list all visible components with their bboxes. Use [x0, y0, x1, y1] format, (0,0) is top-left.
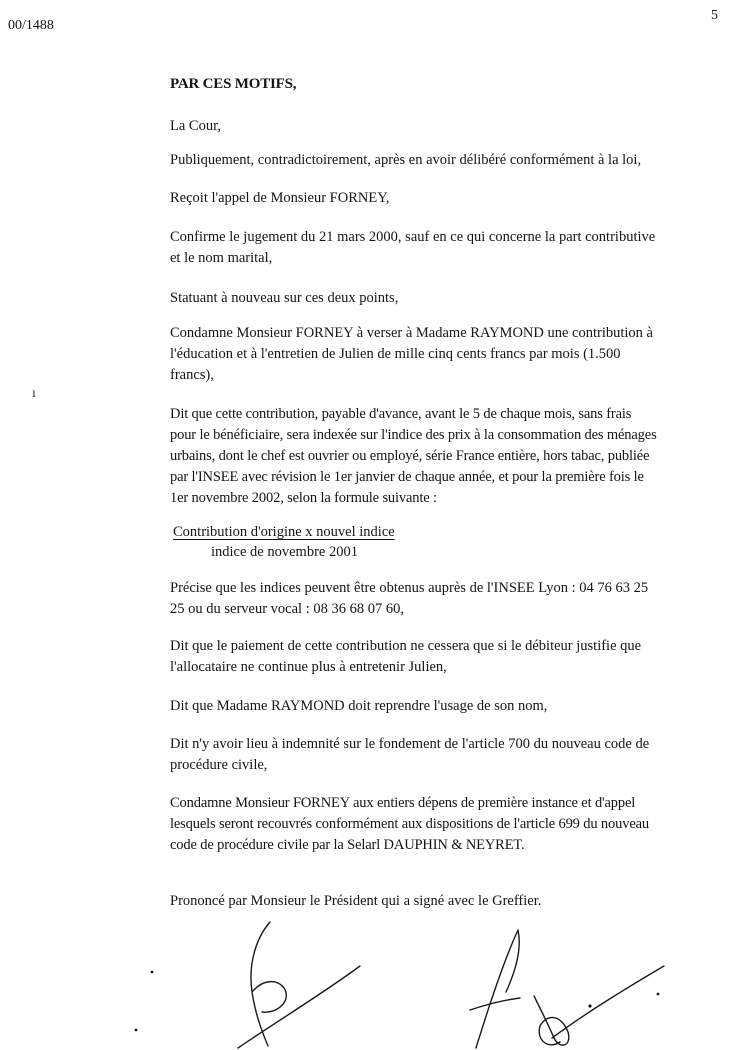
- text-line: Dit n'y avoir lieu à indemnité sur le fondement de l'article 700 du nouveau code de: [170, 736, 650, 752]
- paragraph-publiquement: Publiquement, contradictoirement, après en avoir délibéré conformément à la loi,: [170, 152, 642, 168]
- text-line: francs),: [170, 367, 214, 383]
- text-line: Dit que cette contribution, payable d'avance, avant le 5 de chaque mois, sans frais: [170, 406, 632, 422]
- text-line: et le nom marital,: [170, 250, 273, 266]
- text-line: l'allocataire ne continue plus à entretenir Julien,: [170, 659, 447, 675]
- text-line: code de procédure civile par la Selarl DAUPHIN & NEYRET.: [170, 837, 525, 853]
- paragraph-prononce: Prononcé par Monsieur le Président qui a signé avec le Greffier.: [170, 893, 542, 909]
- text-line: Confirme le jugement du 21 mars 2000, sauf en ce qui concerne la part contributive: [170, 229, 656, 245]
- indexation-formula: [173, 522, 395, 562]
- formula-numerator: Contribution d'origine x nouvel indice: [173, 524, 395, 540]
- paragraph-article-700: [170, 734, 740, 776]
- court-salutation: La Cour,: [170, 118, 221, 134]
- text-line: l'éducation et à l'entretien de Julien de mille cinq cents francs par mois (1.500: [170, 346, 621, 362]
- paragraph-depens: [170, 793, 740, 856]
- text-line: par l'INSEE avec révision le 1er janvier de chaque année, et pour la première fois le: [170, 469, 644, 485]
- paragraph-condamne-contribution: [170, 323, 740, 386]
- text-line: urbains, dont le chef est ouvrier ou employé, série France entière, hors tabac, publiée: [170, 448, 650, 464]
- president-signature: [238, 922, 360, 1048]
- signatures-area: [0, 900, 744, 1050]
- text-line: lesquels seront recouvrés conformément aux dispositions de l'article 699 du nouveau: [170, 816, 650, 832]
- text-line: Dit que le paiement de cette contribution ne cessera que si le débiteur justifie que: [170, 638, 642, 654]
- section-heading: PAR CES MOTIFS,: [170, 76, 297, 92]
- text-line: procédure civile,: [170, 757, 268, 773]
- paragraph-appeal: Reçoit l'appel de Monsieur FORNEY,: [170, 190, 390, 206]
- paragraph-paiement: [170, 636, 740, 678]
- text-line: Condamne Monsieur FORNEY aux entiers dépens de première instance et d'appel: [170, 795, 636, 811]
- ink-dot: [135, 1029, 138, 1032]
- document-reference: 00/1488: [8, 18, 54, 33]
- margin-mark: ı: [32, 386, 36, 401]
- ink-dot: [588, 1004, 591, 1007]
- paragraph-nom: Dit que Madame RAYMOND doit reprendre l'usage de son nom,: [170, 698, 548, 714]
- text-line: 1er novembre 2002, selon la formule suivante :: [170, 490, 437, 506]
- greffier-signature: [470, 930, 664, 1048]
- paragraph-indexation: [170, 404, 740, 509]
- paragraph-statuant: Statuant à nouveau sur ces deux points,: [170, 290, 399, 306]
- ink-dot: [657, 993, 660, 996]
- text-line: Condamne Monsieur FORNEY à verser à Madame RAYMOND une contribution à: [170, 325, 653, 341]
- page-number: 5: [711, 8, 718, 23]
- text-line: Précise que les indices peuvent être obtenus auprès de l'INSEE Lyon : 04 76 63 25: [170, 580, 649, 596]
- text-line: 25 ou du serveur vocal : 08 36 68 07 60,: [170, 601, 404, 617]
- paragraph-confirme: [170, 227, 740, 269]
- formula-denominator: indice de novembre 2001: [211, 544, 358, 560]
- ink-dot: [151, 971, 154, 974]
- paragraph-indices: [170, 578, 740, 620]
- text-line: pour le bénéficiaire, sera indexée sur l'indice des prix à la consommation des ménages: [170, 427, 657, 443]
